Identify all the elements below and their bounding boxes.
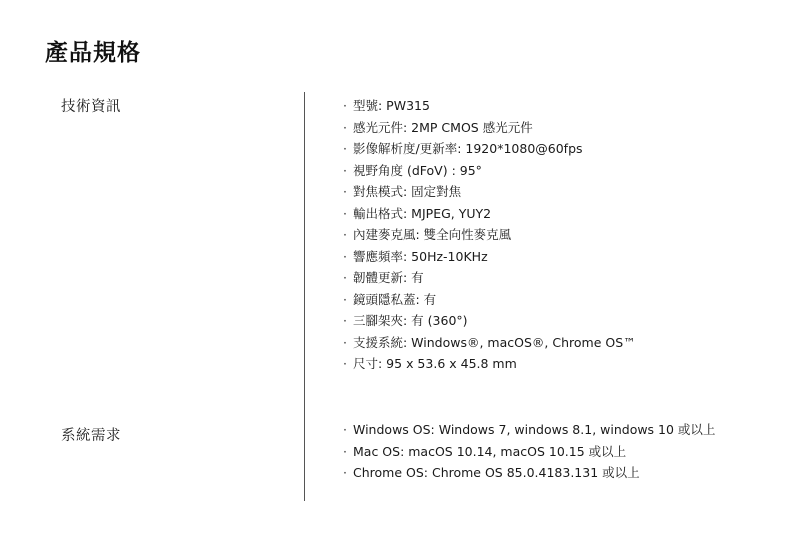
spec-item-frequency <box>343 246 636 268</box>
bullet-glyph: · <box>343 119 347 135</box>
bullet-glyph: · <box>343 248 347 264</box>
spec-item-text: 鏡頭隱私蓋: 有 <box>353 291 437 307</box>
bullet-glyph: · <box>343 270 347 285</box>
spec-item-fov <box>343 160 636 182</box>
spec-item-text: 視野角度 (dFoV) : 95° <box>353 162 482 178</box>
bullet-glyph: · <box>343 141 347 156</box>
bullet-glyph: · <box>343 98 347 113</box>
spec-item-text: 支援系統: Windows®, macOS®, Chrome OS™ <box>353 334 636 350</box>
tech-spec-list <box>343 95 636 375</box>
spec-item-focus <box>343 181 636 203</box>
spec-item-text: 影像解析度/更新率: 1920*1080@60fps <box>353 141 583 156</box>
spec-item-text: 輸出格式: MJPEG, YUY2 <box>353 205 492 221</box>
req-item-chrome <box>343 462 715 484</box>
req-item-text: Mac OS: macOS 10.14, macOS 10.15 或以上 <box>353 443 627 459</box>
spec-item-resolution <box>343 138 636 160</box>
req-item-mac <box>343 441 715 463</box>
spec-item-text: 韌體更新: 有 <box>353 270 424 285</box>
req-item-text: Windows OS: Windows 7, windows 8.1, windows 10 或以上 <box>353 422 716 437</box>
spec-item-text: 型號: PW315 <box>353 98 430 113</box>
bullet-glyph: · <box>343 465 347 480</box>
section-label-tech-info: 技術資訊 <box>61 99 121 115</box>
spec-item-microphone <box>343 224 636 246</box>
req-item-windows <box>343 419 715 441</box>
spec-item-text: 感光元件: 2MP CMOS 感光元件 <box>353 119 533 135</box>
bullet-glyph: · <box>343 184 347 199</box>
spec-item-supported-os <box>343 332 636 354</box>
spec-item-firmware <box>343 267 636 289</box>
spec-item-text: 響應頻率: 50Hz-10KHz <box>353 248 488 264</box>
spec-item-output-format <box>343 203 636 225</box>
req-item-text: Chrome OS: Chrome OS 85.0.4183.131 或以上 <box>353 465 640 480</box>
bullet-glyph: · <box>343 356 347 371</box>
bullet-glyph: · <box>343 334 347 350</box>
bullet-glyph: · <box>343 162 347 178</box>
spec-item-tripod-clip <box>343 310 636 332</box>
spec-item-text: 對焦模式: 固定對焦 <box>353 184 462 199</box>
bullet-glyph: · <box>343 291 347 307</box>
page-title: 產品規格 <box>45 40 141 66</box>
bullet-glyph: · <box>343 205 347 221</box>
spec-item-text: 尺寸: 95 x 53.6 x 45.8 mm <box>353 356 517 371</box>
bullet-glyph: · <box>343 227 347 242</box>
system-requirements-list <box>343 419 715 484</box>
spec-item-model <box>343 95 636 117</box>
vertical-divider <box>304 92 305 501</box>
section-label-system-requirements: 系統需求 <box>61 428 121 444</box>
bullet-glyph: · <box>343 443 347 459</box>
spec-item-sensor <box>343 117 636 139</box>
spec-item-privacy-cover <box>343 289 636 311</box>
bullet-glyph: · <box>343 422 347 437</box>
spec-item-text: 三腳架夾: 有 (360°) <box>353 313 468 328</box>
spec-item-text: 內建麥克風: 雙全向性麥克風 <box>353 227 512 242</box>
spec-item-dimensions <box>343 353 636 375</box>
bullet-glyph: · <box>343 313 347 328</box>
